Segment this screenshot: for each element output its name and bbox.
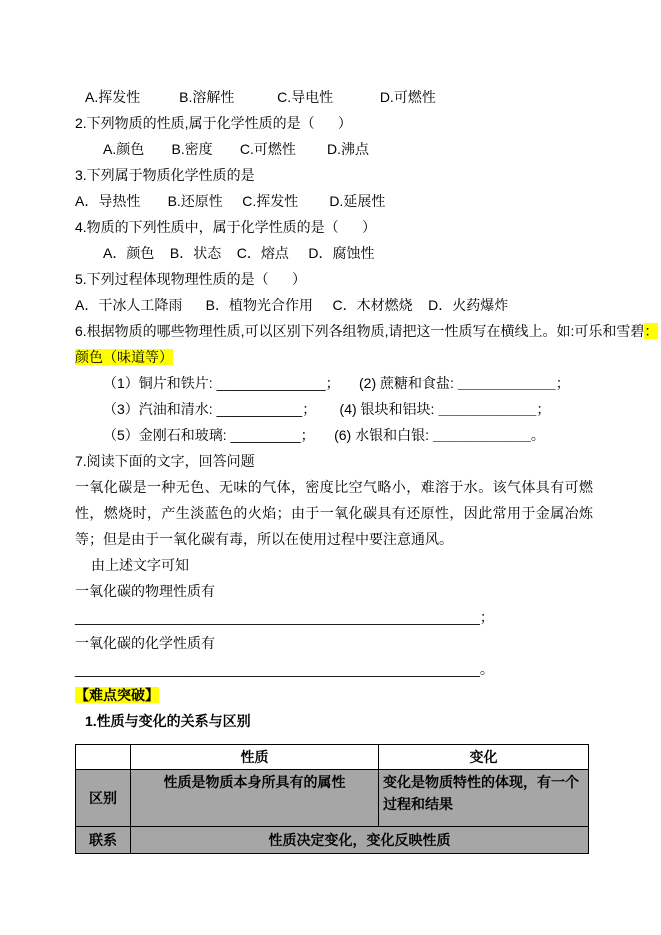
table-cell-property-definition: 性质是物质本身所具有的属性 (131, 770, 379, 827)
q6-stem (75, 318, 659, 344)
q2-options: A.颜色 B.密度 C.可燃性 D.沸点 (103, 141, 370, 157)
section-heading (75, 682, 593, 708)
q7-paragraph: 一氧化碳是一种无色、无味的气体，密度比空气略小，难溶于水。该气体具有可燃性，燃烧时，产生淡蓝色的火焰；由于一氧化碳具有还原性，因此常用于金属冶炼等；但是由于一氧化碳有毒，所以在使用过程中要注意通风。 (75, 479, 593, 547)
q3-stem: 3.下列属于物质化学性质的是 (75, 167, 255, 183)
q7-from-text: 由上述文字可知 (91, 557, 189, 573)
q4-stem: 4.物质的下列性质中，属于化学性质的是（ ） (75, 219, 377, 235)
q7-physical-blank-line: 一氧化碳的物理性质有____________________________________________________； (75, 583, 494, 625)
q7-chemical-blank-line: 一氧化碳的化学性质有____________________________________________________。 (75, 635, 494, 677)
q4-options: A．颜色 B．状态 C．熔点 D．腐蚀性 (103, 245, 375, 261)
table-row-distinction (76, 770, 589, 827)
q6-highlight-tail: ： (644, 323, 659, 339)
q7-title: 7.阅读下面的文字，回答问题 (75, 453, 255, 469)
table-label-connection: 联系 (76, 827, 131, 854)
q6-highlight-text: 颜色（味道等） (75, 349, 173, 365)
property-vs-change-table (75, 744, 589, 854)
q6-stem-text: 6.根据物质的哪些物理性质,可以区别下列各组物质,请把这一性质写在横线上。如:可乐和雪碧 (75, 323, 645, 339)
section-title: 【难点突破】 (75, 687, 159, 703)
table-cell-connection: 性质决定变化，变化反映性质 (131, 827, 589, 854)
q6-highlight-line (75, 344, 593, 370)
q6-item-row2: （3）汽油和清水: ___________； (4) 银块和铝块: ＿＿＿＿＿＿＿； (103, 401, 551, 417)
table-header-row (76, 745, 589, 770)
q5-stem: 5.下列过程体现物理性质的是（ ） (75, 271, 307, 287)
section-subtitle: 1.性质与变化的关系与区别 (85, 713, 251, 729)
q6-item-row3: （5）金刚石和玻璃: _________； (6) 水银和白银: ＿＿＿＿＿＿＿。 (103, 427, 545, 443)
table-corner-cell (76, 745, 131, 770)
table-label-distinction: 区别 (76, 770, 131, 827)
table-row-connection (76, 827, 589, 854)
table-header-property: 性质 (131, 745, 379, 770)
q6-item-row1: （1）铜片和铁片: ______________； (2) 蔗糖和食盐: ＿＿＿＿＿＿＿； (103, 375, 570, 391)
worksheet-content (75, 84, 659, 854)
table-header-change: 变化 (379, 745, 589, 770)
q3-options: A．导热性 B.还原性 C.挥发性 D.延展性 (75, 193, 386, 209)
table-cell-change-definition: 变化是物质特性的体现，有一个过程和结果 (379, 770, 589, 827)
q2-stem: 2.下列物质的性质,属于化学性质的是（ ） (75, 115, 352, 131)
q5-options: A．干冰人工降雨 B．植物光合作用 C．木材燃烧 D．火药爆炸 (75, 297, 509, 313)
q1-options: A.挥发性 B.溶解性 C.导电性 D.可燃性 (85, 89, 436, 105)
